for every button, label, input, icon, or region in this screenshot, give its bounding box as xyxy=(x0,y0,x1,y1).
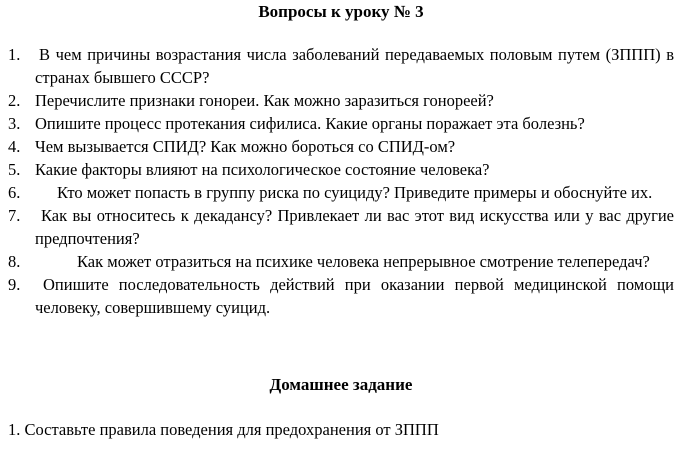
question-number: 4. xyxy=(8,137,21,156)
question-text: Как вы относитесь к декадансу? Привлекает ли вас этот вид искусства или у вас другие предпочтения? xyxy=(35,206,674,248)
question-text: Как может отразиться на психике человека непрерывное смотрение телепередач? xyxy=(77,252,650,271)
question-number: 2. xyxy=(8,91,21,110)
question-number: 9. xyxy=(8,275,21,294)
question-item xyxy=(8,112,674,135)
page-title: Вопросы к уроку № 3 xyxy=(258,2,424,21)
question-item xyxy=(8,273,674,319)
question-text: Опишите последовательность действий при оказании первой медицинской помощи человеку, совершившему суицид. xyxy=(35,275,674,317)
question-number: 6. xyxy=(8,183,21,202)
homework-title: Домашнее задание xyxy=(269,375,413,394)
question-number: 8. xyxy=(8,252,21,271)
question-text: Какие факторы влияют на психологическое состояние человека? xyxy=(35,160,490,179)
question-number: 3. xyxy=(8,114,21,133)
question-text: В чем причины возрастания числа заболеваний передаваемых половым путем (ЗППП) в странах бывшего СССР? xyxy=(35,45,674,87)
question-text: Кто может попасть в группу риска по суициду? Приведите примеры и обоснуйте их. xyxy=(57,183,653,202)
question-item xyxy=(8,204,674,250)
question-item xyxy=(8,158,674,181)
question-item xyxy=(8,89,674,112)
question-text: Опишите процесс протекания сифилиса. Какие органы поражает эта болезнь? xyxy=(35,114,585,133)
question-number: 5. xyxy=(8,160,21,179)
question-item xyxy=(8,135,674,158)
homework-item: 1. Составьте правила поведения для предохранения от ЗППП xyxy=(8,420,439,439)
questions-list xyxy=(8,43,674,319)
question-number: 1. xyxy=(8,45,21,64)
question-text: Чем вызывается СПИД? Как можно бороться со СПИД-ом? xyxy=(35,137,456,156)
question-item xyxy=(8,250,674,273)
question-text: Перечислите признаки гонореи. Как можно заразиться гонореей? xyxy=(35,91,494,110)
question-number: 7. xyxy=(8,206,21,225)
question-item xyxy=(8,43,674,89)
question-item xyxy=(8,181,674,204)
